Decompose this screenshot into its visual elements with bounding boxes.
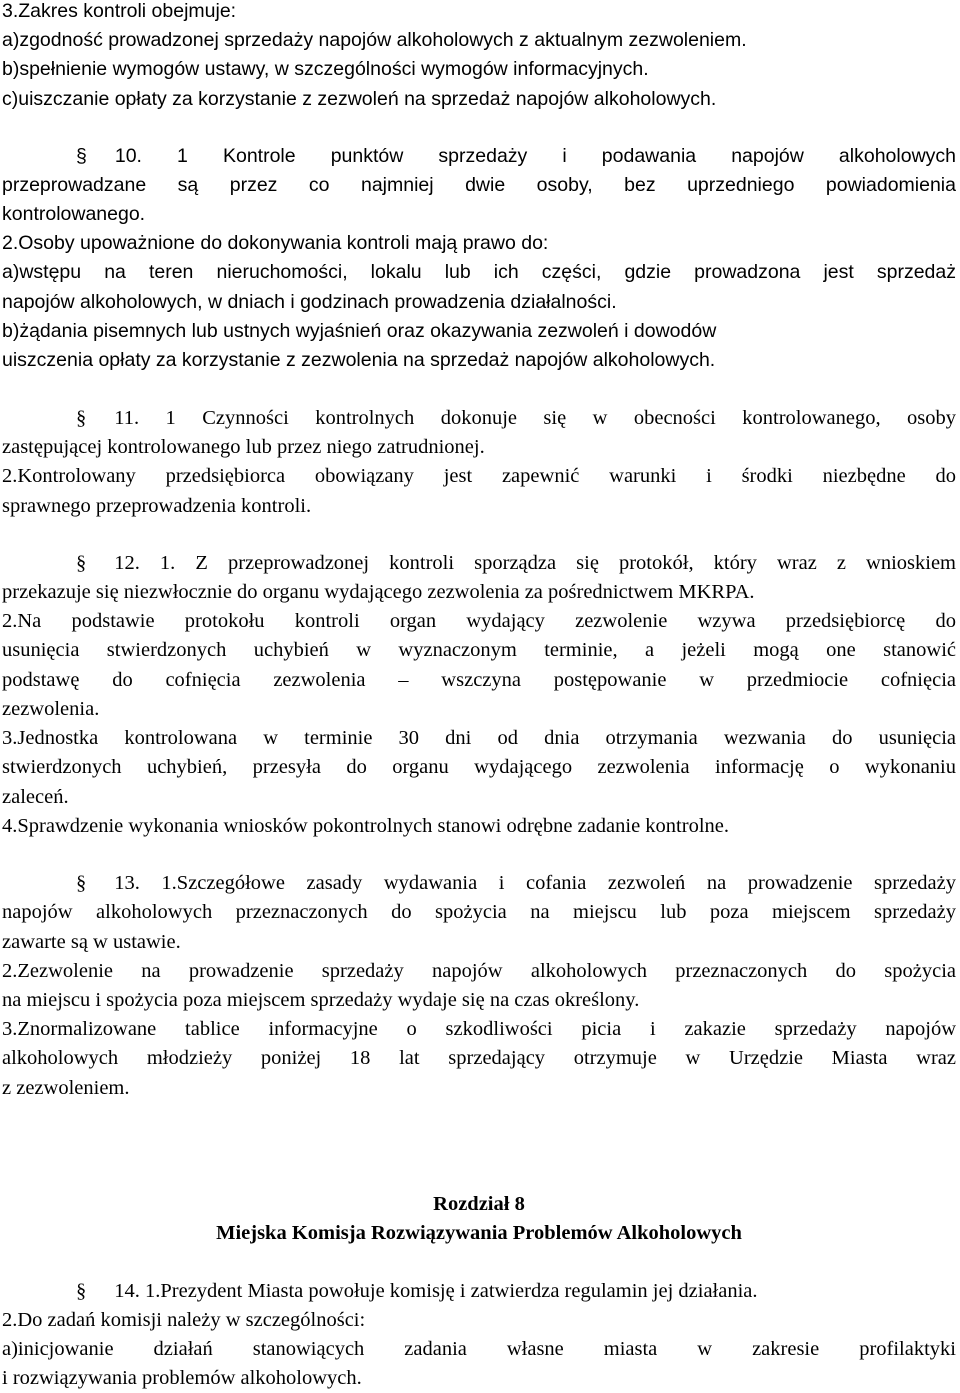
- paragraph-13-first-line: § 13. 1.Szczegółowe zasady wydawania i cofania zezwoleń na prowadzenie sprzedaży: [76, 872, 956, 894]
- text-line: zawarte są w ustawie.: [2, 931, 181, 953]
- section-sign: §: [76, 552, 87, 574]
- section-sign: §: [76, 145, 87, 167]
- text-line: a)zgodność prowadzonej sprzedaży napojów alkoholowych z aktualnym zezwoleniem.: [2, 29, 747, 51]
- text-line: i rozwiązywania problemów alkoholowych.: [2, 1367, 362, 1389]
- text-line: 2.Na podstawie protokołu kontroli organ wydający zezwolenie wzywa przedsiębiorcę do: [2, 610, 956, 632]
- text-line: stwierdzonych uchybień, przesyła do organu wydającego zezwolenia informację o wykonaniu: [2, 756, 956, 778]
- text-line: z zezwoleniem.: [2, 1077, 130, 1099]
- paragraph-12-first-line: § 12. 1. Z przeprowadzonej kontroli sporządza się protokół, który wraz z wnioskiem: [76, 552, 956, 574]
- text-line: b)żądania pisemnych lub ustnych wyjaśnień oraz okazywania zezwoleń i dowodów: [2, 320, 717, 342]
- text-line: alkoholowych młodzieży poniżej 18 lat sprzedający otrzymuje w Urzędzie Miasta wraz: [2, 1047, 956, 1069]
- chapter-title: Miejska Komisja Rozwiązywania Problemów Alkoholowych: [216, 1222, 742, 1244]
- text-line: c)uiszczanie opłaty za korzystanie z zezwoleń na sprzedaż napojów alkoholowych.: [2, 88, 717, 110]
- section-sign: §: [76, 407, 87, 429]
- text-line: zastępującej kontrolowanego lub przez niego zatrudnionej.: [2, 436, 485, 458]
- text-line: podstawę do cofnięcia zezwolenia – wszczyna postępowanie w przedmiocie cofnięcia: [2, 669, 956, 691]
- text-line: uiszczenia opłaty za korzystanie z zezwolenia na sprzedaż napojów alkoholowych.: [2, 349, 716, 371]
- text-line: sprawnego przeprowadzenia kontroli.: [2, 495, 312, 517]
- paragraph-10-first-line: § 10. 1 Kontrole punktów sprzedaży i podawania napojów alkoholowych: [76, 145, 956, 167]
- text-line: 4.Sprawdzenie wykonania wniosków pokontrolnych stanowi odrębne zadanie kontrolne.: [2, 815, 729, 837]
- section-sign: §: [76, 872, 87, 894]
- text-line: 3.Zakres kontroli obejmuje:: [2, 0, 237, 22]
- section-sign: §: [76, 1280, 87, 1302]
- text-line: a)inicjowanie działań stanowiących zadania własne miasta w zakresie profilaktyki: [2, 1338, 956, 1360]
- text-line: a)wstępu na teren nieruchomości, lokalu lub ich części, gdzie prowadzona jest sprzedaż: [2, 261, 956, 283]
- paragraph-11-first-line: § 11. 1 Czynności kontrolnych dokonuje się w obecności kontrolowanego, osoby: [76, 407, 956, 429]
- text-line: kontrolowanego.: [2, 203, 146, 225]
- text-line: napojów alkoholowych, w dniach i godzinach prowadzenia działalności.: [2, 291, 617, 313]
- text-line: b)spełnienie wymogów ustawy, w szczególności wymogów informacyjnych.: [2, 58, 649, 80]
- text-line: 2.Osoby upoważnione do dokonywania kontroli mają prawo do:: [2, 232, 549, 254]
- text-line: zezwolenia.: [2, 698, 100, 720]
- text-line: przeprowadzane są przez co najmniej dwie osoby, bez uprzedniego powiadomienia: [2, 174, 956, 196]
- text-line: 2.Kontrolowany przedsiębiorca obowiązany jest zapewnić warunki i środki niezbędne do: [2, 465, 956, 487]
- text-line: na miejscu i spożycia poza miejscem sprzedaży wydaje się na czas określony.: [2, 989, 640, 1011]
- text-line: 3.Znormalizowane tablice informacyjne o szkodliwości picia i zakazie sprzedaży napojów: [2, 1018, 956, 1040]
- text-line: 2.Zezwolenie na prowadzenie sprzedaży napojów alkoholowych przeznaczonych do spożycia: [2, 960, 956, 982]
- text-line: 3.Jednostka kontrolowana w terminie 30 dni od dnia otrzymania wezwania do usunięcia: [2, 727, 956, 749]
- chapter-heading: Rozdział 8: [433, 1193, 525, 1215]
- text-line: zaleceń.: [2, 786, 69, 808]
- text-line: przekazuje się niezwłocznie do organu wydającego zezwolenia za pośrednictwem MKRPA.: [2, 581, 755, 603]
- text-line: usunięcia stwierdzonych uchybień w wyznaczonym terminie, a jeżeli mogą one stanowić: [2, 639, 956, 661]
- text-line: 2.Do zadań komisji należy w szczególności:: [2, 1309, 366, 1331]
- paragraph-14-first-line: § 14. 1.Prezydent Miasta powołuje komisję i zatwierdza regulamin jej działania.: [76, 1280, 758, 1302]
- text-line: napojów alkoholowych przeznaczonych do spożycia na miejscu lub poza miejscem sprzedaży: [2, 901, 956, 923]
